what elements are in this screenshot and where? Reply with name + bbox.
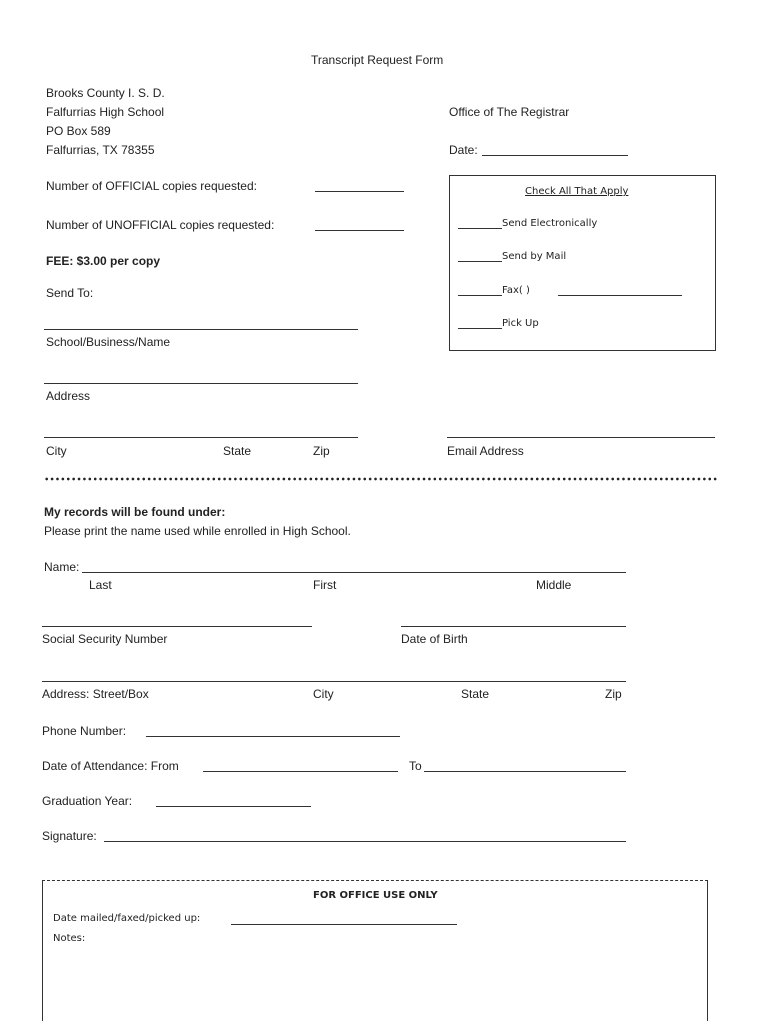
unofficial-copies-input[interactable]	[315, 230, 404, 231]
attendance-to-label: To	[409, 759, 422, 773]
attendance-from-label: Date of Attendance: From	[42, 759, 179, 773]
option-mail: Send by Mail	[502, 251, 567, 262]
signature-input[interactable]	[104, 841, 626, 842]
pickup-check-line[interactable]	[458, 328, 502, 329]
option-electronic: Send Electronically	[502, 218, 598, 229]
notes-label: Notes:	[53, 933, 86, 944]
records-heading: My records will be found under:	[44, 505, 226, 519]
records-instruction: Please print the name used while enrolled in High School.	[44, 524, 351, 538]
home-state-label: State	[461, 687, 490, 701]
address-input[interactable]	[44, 383, 358, 384]
dotted-divider	[44, 477, 718, 481]
home-address-input[interactable]	[42, 681, 626, 682]
school-city: Falfurrias, TX 78355	[46, 143, 155, 157]
city-label: City	[46, 444, 67, 458]
fax-check-line[interactable]	[458, 295, 502, 296]
send-to-label: Send To:	[46, 286, 94, 300]
fax-number-input[interactable]	[558, 295, 682, 296]
school-box: PO Box 589	[46, 124, 111, 138]
mail-check-line[interactable]	[458, 261, 502, 262]
school-district: Brooks County I. S. D.	[46, 86, 165, 100]
school-business-label: School/Business/Name	[46, 335, 171, 349]
delivery-options-box	[449, 175, 716, 351]
office-date-input[interactable]	[231, 924, 457, 925]
dob-input[interactable]	[401, 626, 626, 627]
office-use-box	[42, 880, 708, 1021]
name-input[interactable]	[82, 572, 626, 573]
attendance-to-input[interactable]	[424, 771, 626, 772]
option-pickup: Pick Up	[502, 318, 539, 329]
date-label: Date:	[449, 143, 478, 157]
options-title: Check All That Apply	[525, 186, 629, 197]
zip-label: Zip	[313, 444, 330, 458]
home-address-label: Address: Street/Box	[42, 687, 149, 701]
email-input[interactable]	[447, 437, 715, 438]
graduation-input[interactable]	[156, 806, 311, 807]
email-label: Email Address	[447, 444, 524, 458]
home-zip-label: Zip	[605, 687, 622, 701]
school-business-input[interactable]	[44, 329, 358, 330]
official-copies-input[interactable]	[315, 191, 404, 192]
office-use-title: FOR OFFICE USE ONLY	[313, 890, 438, 901]
option-fax: Fax( )	[502, 285, 530, 296]
dob-label: Date of Birth	[401, 632, 468, 646]
graduation-label: Graduation Year:	[42, 794, 133, 808]
date-input[interactable]	[482, 155, 628, 156]
unofficial-copies-label: Number of UNOFFICIAL copies requested:	[46, 218, 275, 232]
name-label: Name:	[44, 560, 80, 574]
electronic-check-line[interactable]	[458, 228, 502, 229]
office-label: Office of The Registrar	[449, 105, 570, 119]
middle-name-label: Middle	[536, 578, 572, 592]
ssn-label: Social Security Number	[42, 632, 168, 646]
school-name: Falfurrias High School	[46, 105, 165, 119]
phone-input[interactable]	[146, 736, 400, 737]
home-city-label: City	[313, 687, 334, 701]
phone-label: Phone Number:	[42, 724, 127, 738]
official-copies-label: Number of OFFICIAL copies requested:	[46, 179, 257, 193]
signature-label: Signature:	[42, 829, 97, 843]
state-label: State	[223, 444, 252, 458]
fee-label: FEE: $3.00 per copy	[46, 254, 161, 268]
first-name-label: First	[313, 578, 337, 592]
last-name-label: Last	[89, 578, 112, 592]
ssn-input[interactable]	[42, 626, 312, 627]
page-title: Transcript Request Form	[311, 53, 444, 67]
address-label: Address	[46, 389, 91, 403]
attendance-from-input[interactable]	[203, 771, 398, 772]
city-state-zip-input[interactable]	[44, 437, 358, 438]
office-date-label: Date mailed/faxed/picked up:	[53, 913, 201, 924]
